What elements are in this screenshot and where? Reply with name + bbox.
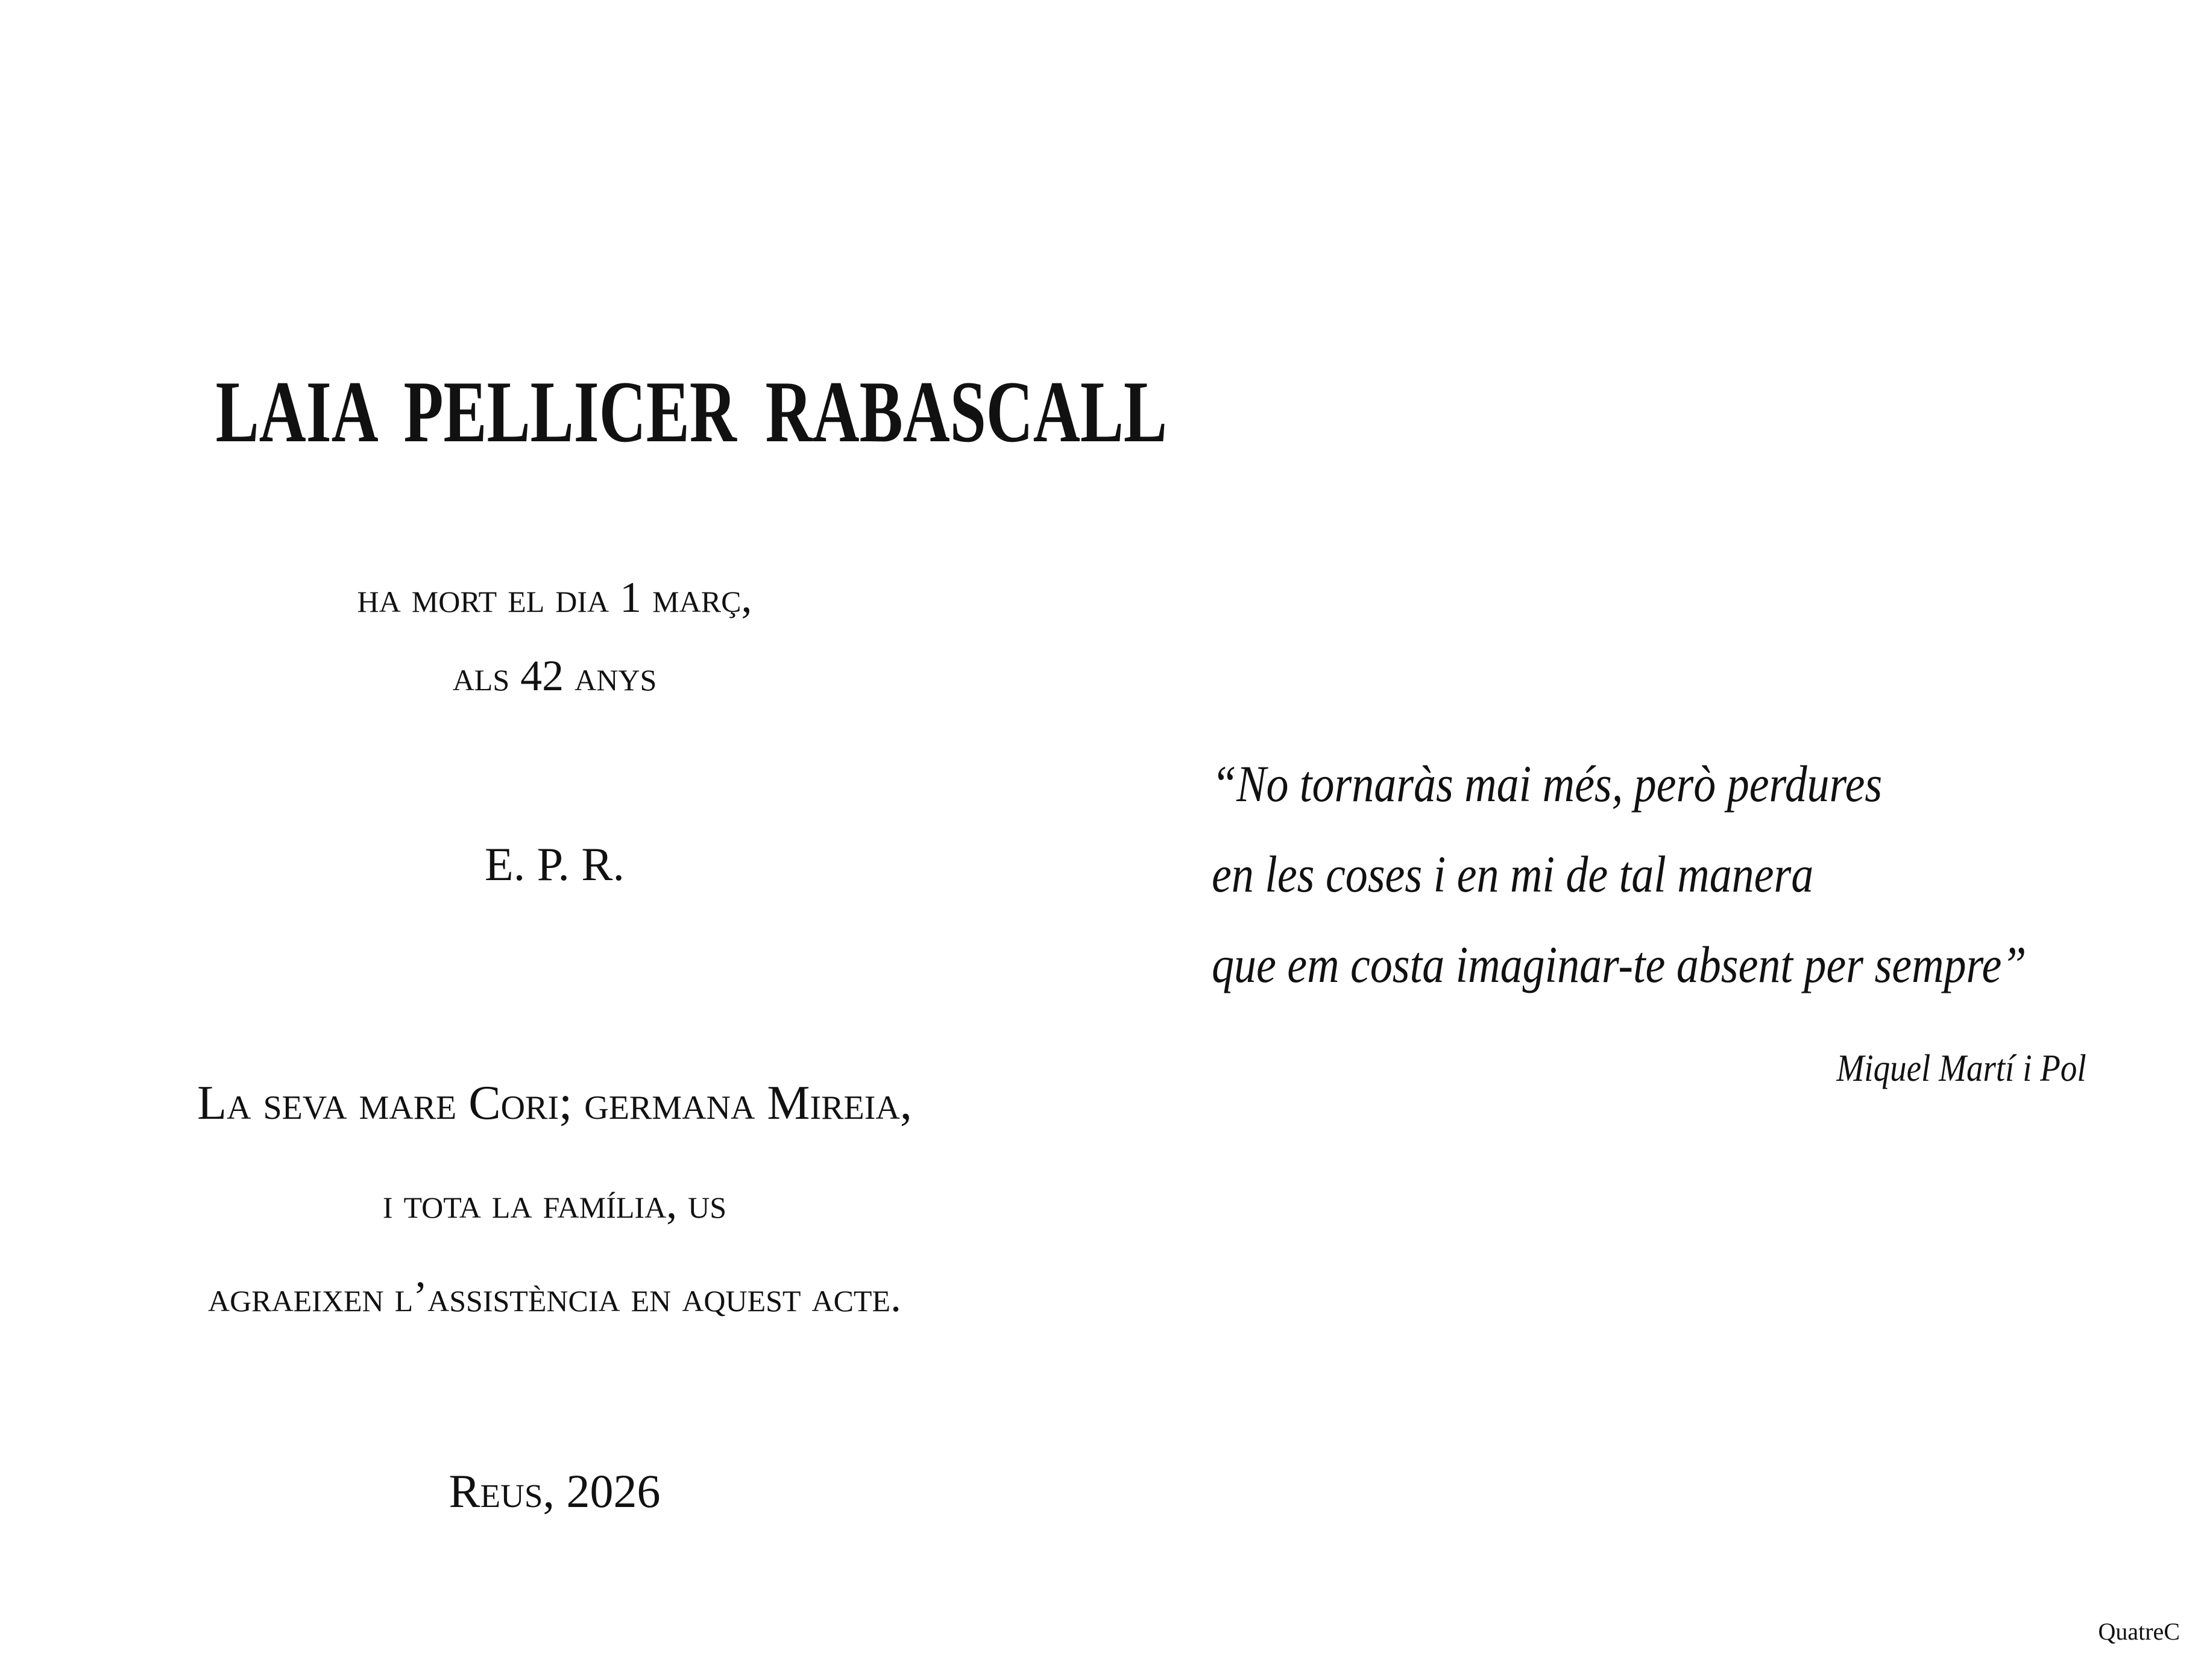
poem-quote — [1212, 738, 2027, 1010]
age-prefix: als — [452, 652, 510, 700]
poem-line-3: que em costa imaginar-te absent per sempre” — [1212, 936, 2027, 993]
obituary-left-panel — [96, 0, 1167, 1680]
family-line-1: La seva mare Cori; germana Mireia, — [197, 1077, 912, 1130]
age-line — [96, 652, 1013, 700]
year: , 2026 — [543, 1465, 661, 1517]
poem-line-1: “No tornaràs mai més, però perdures — [1212, 755, 1883, 813]
deceased-name: LAIA PELLICER RABASCALL — [215, 363, 1167, 461]
family-line-2: i tota la família, us — [382, 1179, 727, 1227]
death-line-words: ha mort el dia — [357, 573, 609, 621]
poem-line-2: en les coses i en mi de tal manera — [1212, 845, 1814, 903]
place-name: Reus — [449, 1465, 543, 1517]
death-date-line — [96, 573, 1013, 621]
age-value: 42 — [520, 652, 564, 700]
brand-mark: QuatreC — [2098, 1618, 2180, 1645]
age-suffix: anys — [575, 652, 657, 700]
death-day: 1 — [620, 573, 642, 621]
epr-text: E. P. R. — [485, 838, 625, 890]
death-month: març, — [652, 573, 752, 621]
place-date — [96, 1465, 1013, 1517]
poem-author: Miquel Martí i Pol — [1836, 1046, 2086, 1089]
family-line-3: agraeixen l’assistència en aquest acte. — [207, 1273, 902, 1321]
